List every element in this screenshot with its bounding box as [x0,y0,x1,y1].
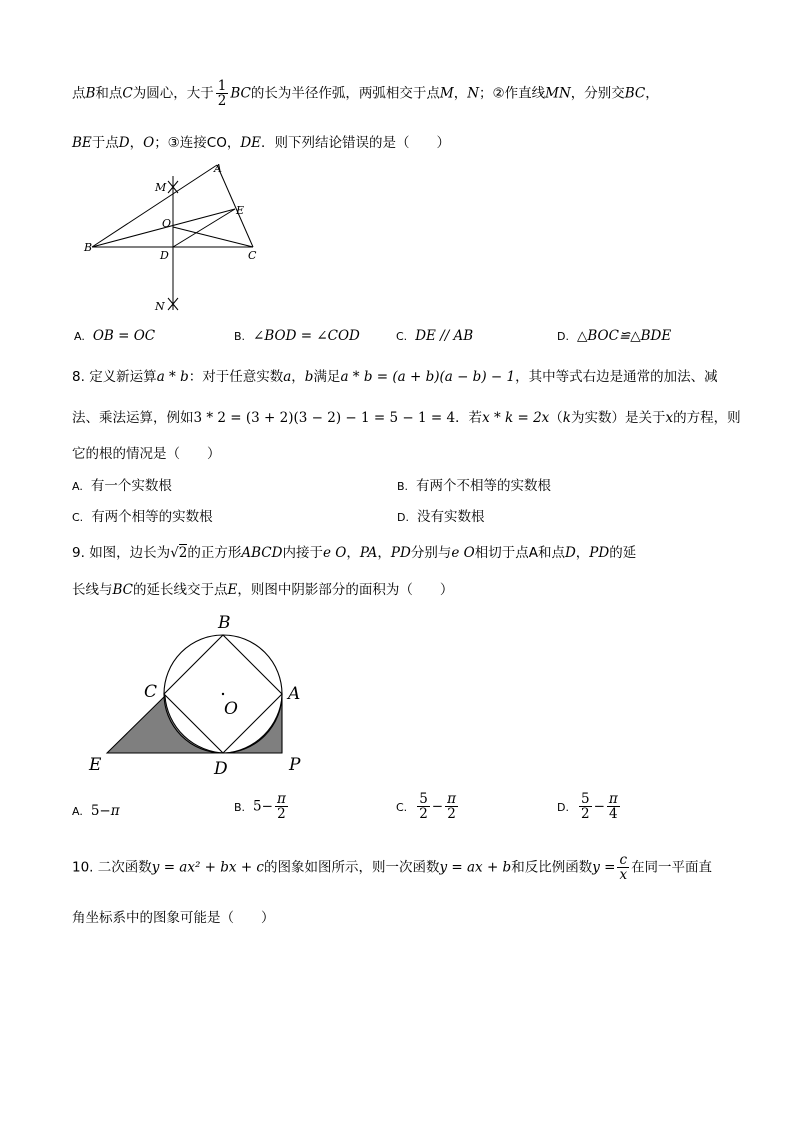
option-content: △BOC≌△BDE [576,328,672,344]
label-P: P [289,755,301,775]
text: ， [226,135,241,151]
label-O: O [162,217,172,230]
math-example: 3 * 2 = (3 + 2)(3 − 2) − 1 = 5 − 1 = 4 [193,410,456,426]
line-BA [92,165,217,247]
q8-option-b[interactable] [397,474,551,494]
math-var: BC [112,582,134,598]
text: ， [129,135,144,151]
math-var: BE [72,135,92,151]
math-var: a [283,369,292,385]
option-fraction1 [579,792,592,821]
text: ：对于任意实数 [188,369,284,385]
option-label: A. [72,480,83,493]
question-number: 8. [72,369,85,385]
text: 和点 [95,85,123,102]
math-var: PD [390,545,411,561]
option-label: C. [72,511,84,524]
text: 定义新运算 [89,369,157,385]
q9-option-b[interactable] [234,792,290,821]
label-O: O [224,699,238,719]
text: ， [453,85,468,102]
text: 内接于 [282,545,323,561]
option-minus: − [261,798,273,815]
text: ；②作直线 [479,85,546,102]
q7-option-d[interactable] [557,328,671,344]
frac-den: 2 [217,93,227,110]
fraction-c-over-x [617,853,629,882]
text: 如图，边长为 [89,545,171,561]
math-var: b [304,369,314,385]
math-formula: a * b = (a + b)(a − b) − 1 [340,369,516,385]
text: ， [291,369,305,385]
math-var: MN [545,85,571,102]
text: 长线与 [72,582,113,598]
q9-line1 [72,541,636,561]
math-var: B [85,85,96,102]
math-var: O [143,135,155,151]
label-D: D [160,249,169,262]
option-label: B. [397,480,409,493]
frac-den: 4 [609,806,618,823]
math-quadratic: y = ax² + bx + c [151,859,264,876]
option-pi: π [110,803,120,819]
q9-line2 [72,578,453,598]
label-A: A [288,684,301,704]
q7-line1 [72,79,659,108]
text: 分别与 [410,545,452,561]
frac-den: x [619,867,628,884]
option-minus: − [99,803,111,819]
text: ．则下列结论错误的是（ ） [261,135,451,151]
option-text: 有两个不相等的实数根 [416,478,552,494]
option-fraction1 [417,792,430,821]
frac-num: π [447,791,456,807]
label-B: B [84,241,93,254]
text: 为圆心，大于 [132,85,214,102]
text: 的长为半径作弧，两弧相交于点 [250,85,440,102]
option-label: D. [557,800,569,814]
math-var: M [439,85,454,102]
option-whole: 5 [253,798,262,815]
q7-option-a[interactable] [74,328,155,344]
text: ，则图中阴影部分的面积为（ ） [237,582,454,598]
frac-num: 5 [419,791,428,807]
math-var: BC [624,85,646,102]
math-var: y = [592,859,616,876]
text: 的延长线交于点 [133,582,228,598]
frac-den: 2 [277,806,286,823]
option-content: OB = OC [92,328,156,344]
option-minus: − [593,798,605,815]
text: （ [549,410,563,426]
text: ，其中等式右边是通常的加法、减 [515,369,718,385]
option-label: B. [234,330,246,343]
frac-den: 2 [447,806,456,823]
math-var: N [467,85,480,102]
option-label: D. [557,330,569,343]
math-equation: x * k = 2x [482,410,550,426]
math-var: PA [359,545,378,561]
q10-line1 [72,853,712,882]
frac-den: 2 [580,806,590,823]
fraction-half [216,79,229,108]
q9-option-c[interactable] [396,792,460,821]
label-M: M [155,181,167,194]
sqrt-arg: 2 [178,545,188,561]
option-label: C. [396,330,408,343]
text: ；③连接 [154,135,207,151]
q9-option-a[interactable] [72,803,120,819]
text: CO [206,135,227,151]
text: 的方程，则 [673,410,741,426]
q8-option-c[interactable] [72,505,213,525]
text: 法、乘法运算，例如 [72,410,194,426]
label-A: A [214,162,222,175]
math-var: DE [240,135,262,151]
text: 和反比例函数 [511,859,593,876]
frac-num: 5 [580,791,590,807]
text: 为实数）是关于 [570,410,666,426]
math-var: ABCD [241,545,283,561]
label-E: E [89,755,102,775]
q8-line3: 它的根的情况是（ ） [72,446,221,462]
text: 相切于点 [474,545,529,561]
q8-option-a[interactable] [72,474,172,494]
q8-line2 [72,406,741,426]
q10-line2: 角坐标系中的图象可能是（ ） [72,910,275,926]
text: ， [645,85,659,102]
option-text: 没有实数根 [416,509,485,525]
label-C: C [248,249,257,262]
option-label: D. [397,511,409,524]
text: 于点 [91,135,119,151]
math-expr: a * b [156,369,189,385]
math-var: e O [451,545,475,561]
option-fraction [275,792,288,821]
label-C: C [144,682,158,702]
math-var: x [665,410,674,426]
shaded-region-left [107,696,225,753]
text: ， [377,545,391,561]
label-B: B [218,613,231,633]
q8-option-d[interactable] [397,505,484,525]
q7-figure [80,158,280,318]
q9-figure [82,608,322,783]
text: 点 [72,85,86,102]
math-var: D [564,545,576,561]
option-label: A. [74,330,85,343]
math-var: PD [589,545,610,561]
question-number: 10. [72,859,94,876]
frac-num: π [276,791,286,807]
q8-line1 [72,365,718,385]
text: 的正方形 [187,545,242,561]
math-var: e O [322,545,347,561]
math-var: C [122,85,133,102]
q7-option-b[interactable] [234,328,360,344]
label-E: E [236,204,245,217]
text: ，分别交 [570,85,625,102]
frac-den: 2 [419,806,428,823]
q7-line2 [72,131,450,151]
math-var: D [118,135,130,151]
text: ， [346,545,360,561]
sqrt-expression: √2 [170,545,188,561]
option-content: ∠BOD = ∠COD [253,328,360,344]
option-fraction2 [607,792,620,821]
option-minus: − [431,798,444,815]
option-label: A. [72,805,83,818]
text: 二次函数 [97,859,152,876]
option-label: B. [234,800,246,814]
text: ．若 [455,410,483,426]
frac-num: 1 [217,78,227,94]
text: 和点 [537,545,565,561]
text: ， [575,545,590,561]
math-var: BC [230,85,251,102]
q7-option-c[interactable] [396,328,473,344]
math-linear: y = ax + b [439,859,512,876]
text: 的图象如图所示，则一次函数 [263,859,440,876]
math-var: k [562,410,571,426]
math-var: E [227,582,238,598]
text: 满足 [313,369,341,385]
option-text: 有两个相等的实数根 [91,509,213,525]
question-number: 9. [72,545,85,561]
line-CO [173,227,253,247]
center-dot [222,693,224,695]
q9-option-d[interactable] [557,792,622,821]
label-D: D [214,759,228,779]
label-N: N [155,300,165,313]
text: 在同一平面直 [631,859,713,876]
option-fraction2 [445,792,458,821]
text: A [528,545,538,561]
line-DE [173,209,235,247]
option-whole: 5 [90,803,100,819]
option-content: DE // AB [415,328,474,344]
line-AC [217,165,253,247]
frac-num: π [608,791,618,807]
option-text: 有一个实数根 [90,478,172,494]
option-label: C. [396,800,408,814]
text: 的延 [609,545,637,561]
frac-num: c [617,853,629,868]
